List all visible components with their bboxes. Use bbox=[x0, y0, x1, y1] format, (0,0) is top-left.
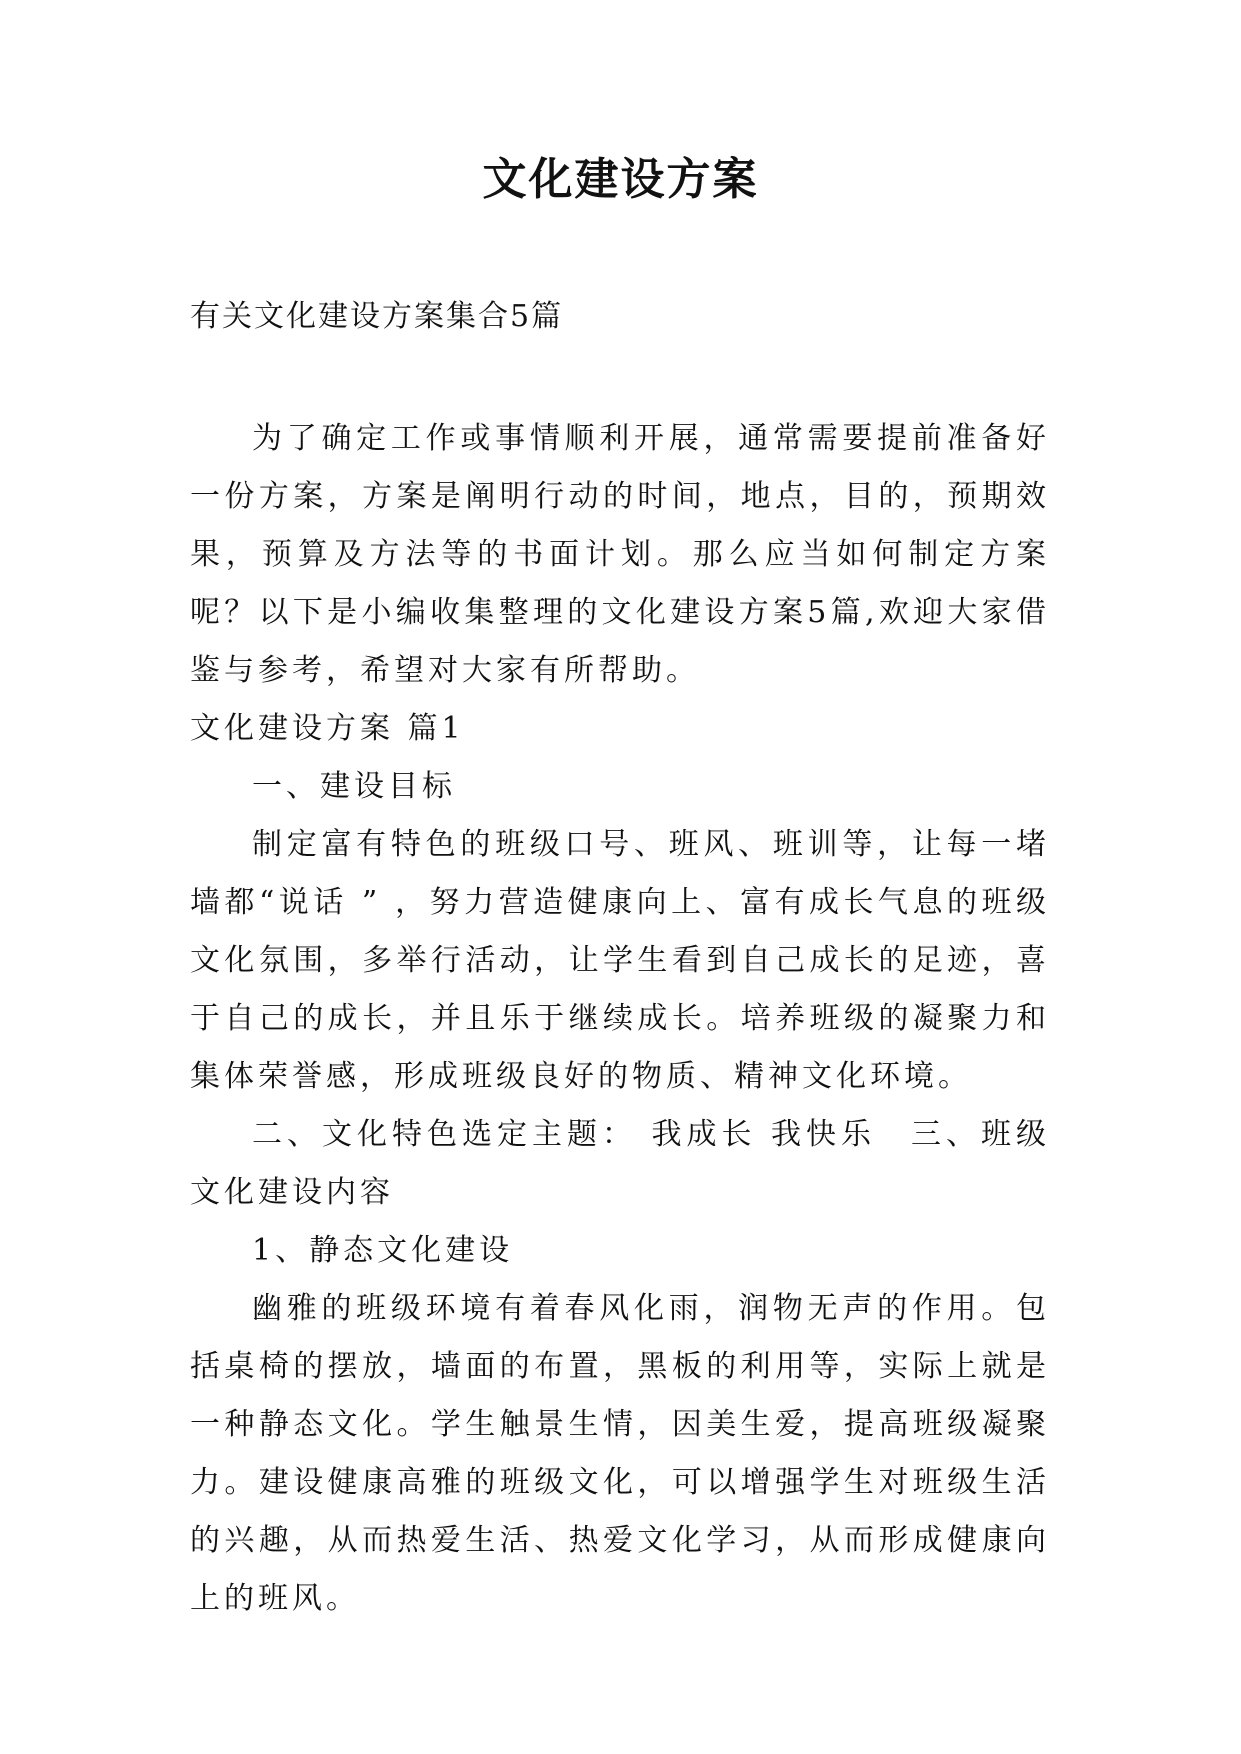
section-heading: 文化建设方案 篇1 bbox=[190, 711, 465, 746]
document-subtitle: 有关文化建设方案集合5篇 bbox=[190, 299, 564, 334]
document-title: 文化建设方案 bbox=[482, 154, 759, 205]
document-body bbox=[190, 410, 1050, 1628]
subheading-goal: 一、建设目标 bbox=[252, 769, 456, 804]
subheading-static-culture: 1、静态文化建设 bbox=[252, 1233, 514, 1268]
paragraph-static-culture: 幽雅的班级环境有着春风化雨，润物无声的作用。包括桌椅的摆放，墙面的布置，黑板的利用等，实际上就是一种静态文化。学生触景生情，因美生爱，提高班级凝聚力。建设健康高雅的班级文化，可以增强学生对班级生活的兴趣，从而热爱生活、热爱文化学习，从而形成健康向上的班风。 bbox=[190, 1291, 1050, 1616]
paragraph-theme: 二、文化特色选定主题： 我成长 我快乐 三、班级文化建设内容 bbox=[190, 1117, 1050, 1210]
paragraph-intro: 为了确定工作或事情顺利开展，通常需要提前准备好一份方案，方案是阐明行动的时间，地点，目的，预期效果，预算及方法等的书面计划。那么应当如何制定方案呢？以下是小编收集整理的文化建设方案5篇,欢迎大家借鉴与参考，希望对大家有所帮助。 bbox=[190, 421, 1050, 688]
paragraph-goal: 制定富有特色的班级口号、班风、班训等，让每一堵墙都“说话 ” ，努力营造健康向上、富有成长气息的班级文化氛围，多举行活动，让学生看到自己成长的足迹，喜于自己的成长，并且乐于继续成长。培养班级的凝聚力和集体荣誉感，形成班级良好的物质、精神文化环境。 bbox=[190, 827, 1050, 1094]
